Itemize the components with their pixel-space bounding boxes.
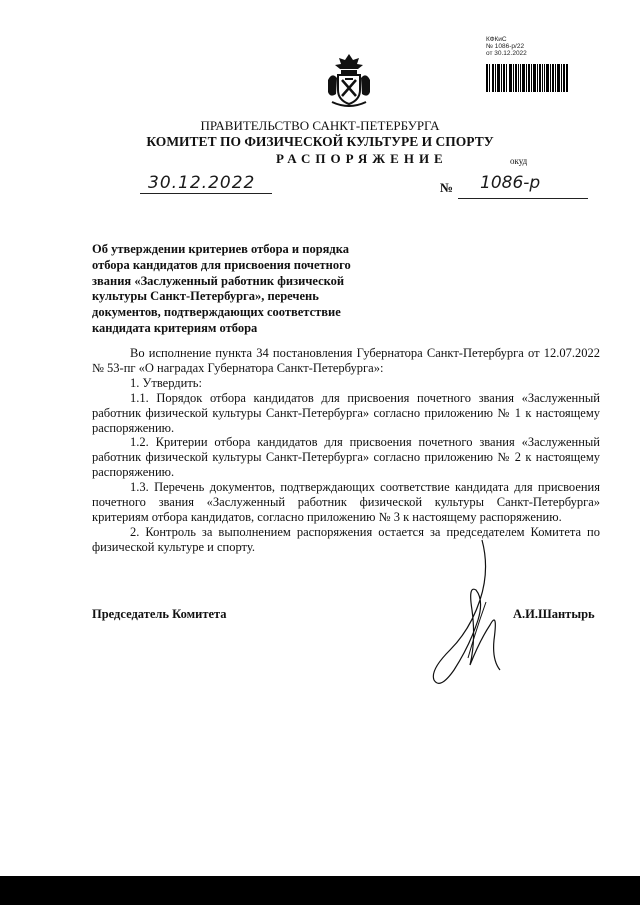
signatory-position: Председатель Комитета [92,607,227,621]
document-title: Об утверждении критериев отбора и порядка отбора кандидатов для присвоения почетного звания «Заслуженный работник физической культуры Санкт-Петербурга», перечень документов, подтверждающих соответствие кандидата критериям отбора [92,242,351,335]
stamp-line-1: КФКиС [486,36,507,43]
stamp-line-2: № 1086-р/22 [486,43,525,50]
barcode [486,64,568,92]
paragraph-2: 2. Контроль за выполнением распоряжения остается за председателем Комитета по физической культуре и спорту. [92,524,600,554]
number-sign: № [440,180,454,195]
registration-stamp [486,36,568,57]
committee-name: КОМИТЕТ ПО ФИЗИЧЕСКОЙ КУЛЬТУРЕ И СПОРТУ [146,134,494,149]
document-type: РАСПОРЯЖЕНИЕ [276,151,448,166]
document-date: 30.12.2022 [148,173,256,193]
paragraph-1: 1. Утвердить: [130,375,202,390]
date-underline [140,193,272,194]
stamp-line-3: от 30.12.2022 [486,50,527,57]
coat-of-arms-icon [326,52,372,110]
signatory-name: А.И.Шантырь [513,607,595,621]
paragraph-1-2: 1.2. Критерии отбора кандидатов для присвоения почетного звания «Заслуженный работник физической культуры Санкт-Петербурга» согласно приложению № 2 к настоящему распоряжению. [92,435,600,480]
paragraph-1-3: 1.3. Перечень документов, подтверждающих соответствие кандидата для присвоения почетного звания «Заслуженный работник физической культуры Санкт-Петербурга» критериям отбора кандидатов, согласно приложению № 3 к настоящему распоряжению. [92,480,600,524]
scan-border [0,876,640,905]
number-underline [458,198,588,199]
document-body [92,346,600,555]
government-name: ПРАВИТЕЛЬСТВО САНКТ-ПЕТЕРБУРГА [200,118,440,133]
document-number: 1086-р [480,173,541,193]
paragraph-1-1: 1.1. Порядок отбора кандидатов для присвоения почетного звания «Заслуженный работник физической культуры Санкт-Петербурга» согласно приложению № 1 к настоящему распоряжению. [92,390,600,435]
okud-label: окуд [510,156,528,166]
paragraph-preamble: Во исполнение пункта 34 постановления Губернатора Санкт-Петербурга от 12.07.2022 № 53-пг «О наградах Губернатора Санкт-Петербурга»: [92,346,600,375]
